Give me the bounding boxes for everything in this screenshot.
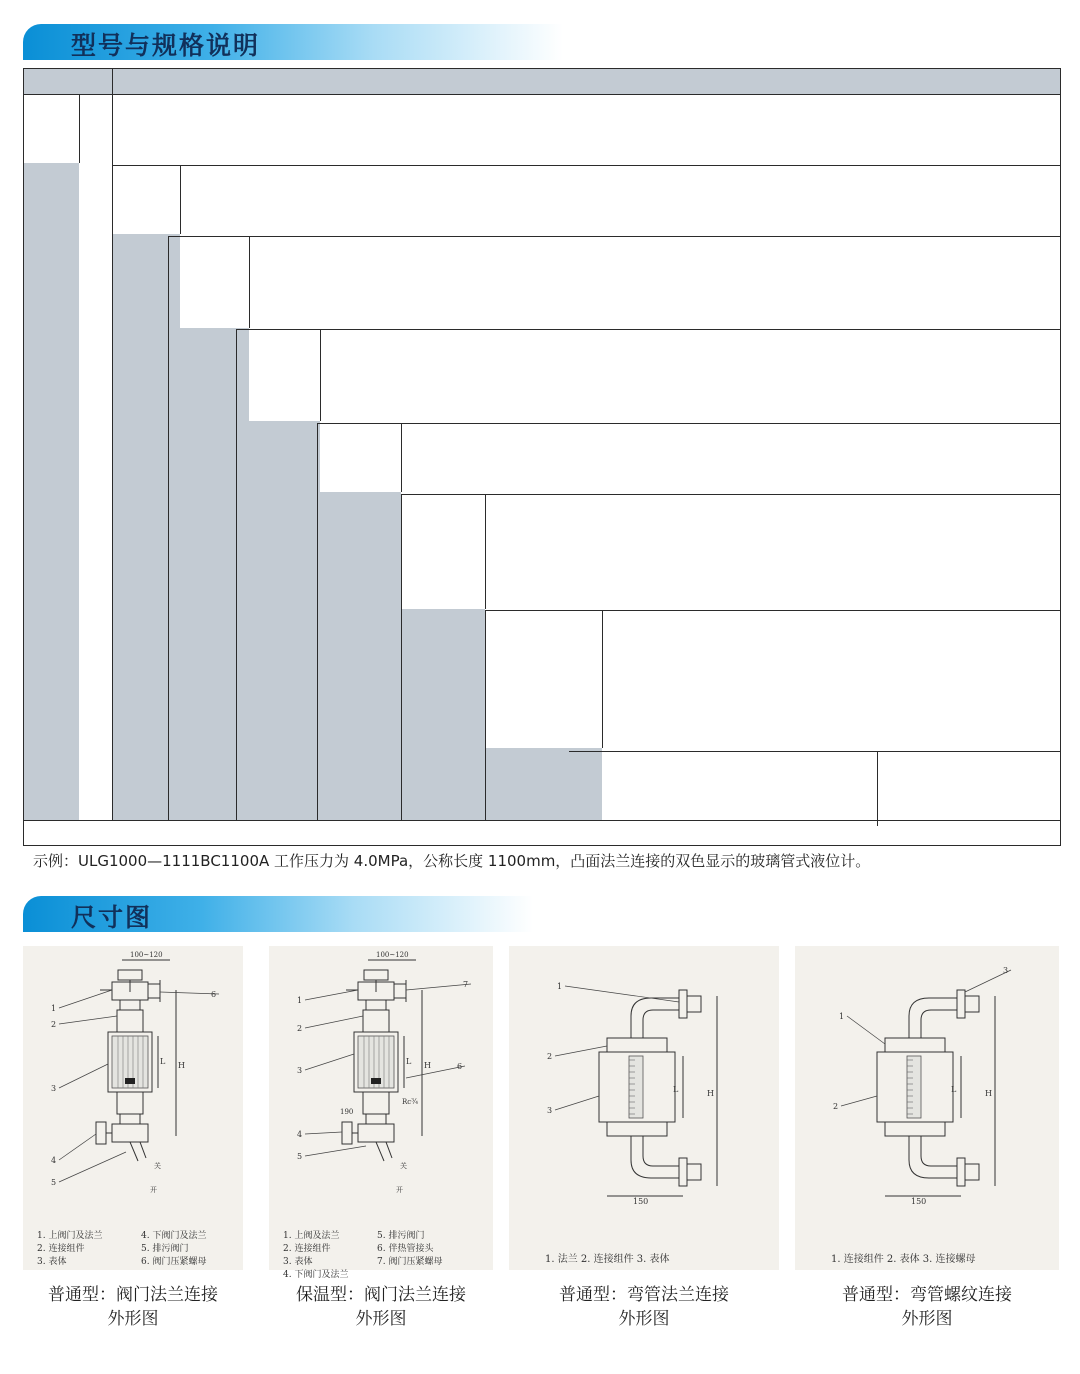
figure-1-legend-4: 3. 表体 xyxy=(37,1257,67,1267)
filler-column-3 xyxy=(236,421,320,820)
figure-2-legend-4: 3. 表体 xyxy=(283,1257,313,1267)
v-rule xyxy=(112,68,113,94)
close-label: 关 xyxy=(400,1162,407,1170)
filler-column-4 xyxy=(317,492,401,820)
part-label-3: 3 xyxy=(1003,966,1009,975)
v-rule xyxy=(602,610,603,748)
valve-gauge-drawing xyxy=(51,951,219,1194)
filler-column-5 xyxy=(401,609,485,820)
dimension-figure-1 xyxy=(23,946,243,1270)
bend-gauge-drawing xyxy=(547,982,717,1206)
v-rule xyxy=(249,236,250,328)
v-rule xyxy=(236,329,237,820)
figure-1-caption-line-2: 外形图 xyxy=(107,1309,159,1329)
figure-2-caption-line-2: 外形图 xyxy=(355,1309,407,1329)
part-label-2: 2 xyxy=(51,1020,57,1029)
part-label-7: 7 xyxy=(463,980,469,989)
valve-gauge-drawing xyxy=(297,951,471,1194)
figure-1-legend-3: 5. 排污阀门 xyxy=(141,1244,189,1254)
figure-1-legend-1: 4. 下阀门及法兰 xyxy=(141,1231,207,1241)
figure-2-legend-0: 1. 上阀及法兰 xyxy=(283,1231,340,1241)
figure-2-legend-2: 2. 连接组件 xyxy=(283,1244,331,1254)
part-label-6: 6 xyxy=(457,1062,463,1071)
dimension-section-title: 尺寸图 xyxy=(71,903,153,932)
v-rule xyxy=(877,751,878,826)
v-rule xyxy=(401,423,402,492)
open-label: 开 xyxy=(396,1186,403,1194)
figure-4-legend: 1. 连接组件 2. 表体 3. 连接螺母 xyxy=(831,1254,976,1265)
v-rule xyxy=(112,94,113,820)
part-label-5: 5 xyxy=(51,1178,57,1187)
filler-column-7 xyxy=(485,751,602,820)
h-rule xyxy=(168,236,1061,237)
part-label-1: 1 xyxy=(839,1012,845,1021)
part-label-2: 2 xyxy=(297,1024,303,1033)
dim-l-label: L xyxy=(406,1057,412,1066)
bend-gauge-drawing xyxy=(833,966,1011,1206)
figure-4-caption xyxy=(785,1283,1069,1331)
figure-2-legend-6: 4. 下阀门及法兰 xyxy=(283,1270,349,1280)
h-rule xyxy=(485,610,1061,611)
figure-2-legend-3: 6. 伴热管接头 xyxy=(377,1244,434,1254)
dim-h-label: H xyxy=(178,1061,185,1070)
part-label-4: 4 xyxy=(51,1156,57,1165)
example-text: 示例：ULG1000—1111BC1100A 工作压力为 4.0MPa，公称长度 1100mm，凸面法兰连接的双色显示的玻璃管式液位计。 xyxy=(33,852,871,870)
spec-section-title: 型号与规格说明 xyxy=(71,31,261,60)
dim-h-label: H xyxy=(985,1089,992,1098)
part-label-2: 2 xyxy=(833,1102,839,1111)
dim-150-label: 150 xyxy=(633,1197,649,1206)
model-spec-table xyxy=(23,68,1061,846)
figure-3-legend: 1. 法兰 2. 连接组件 3. 表体 xyxy=(545,1254,670,1265)
figure-1-caption-line-1: 普通型：阀门法兰连接 xyxy=(48,1285,218,1305)
figure-1-legend-2: 2. 连接组件 xyxy=(37,1244,85,1254)
h-rule xyxy=(23,820,1061,821)
h-rule xyxy=(569,751,1061,752)
part-label-2: 2 xyxy=(547,1052,553,1061)
h-rule xyxy=(23,845,1061,846)
dimension-drawing-3 xyxy=(509,946,779,1270)
v-rule xyxy=(320,329,321,421)
dimension-drawing-4 xyxy=(795,946,1059,1270)
close-label: 关 xyxy=(154,1162,161,1170)
h-rule xyxy=(23,68,1061,69)
dim-h-label: H xyxy=(424,1061,431,1070)
dim-h-label: H xyxy=(707,1089,714,1098)
part-label-1: 1 xyxy=(557,982,563,991)
dimension-drawing-1 xyxy=(23,946,243,1270)
dimension-drawing-2 xyxy=(269,946,493,1270)
figure-2-legend-1: 5. 排污阀门 xyxy=(377,1231,425,1241)
figure-2-legend-5: 7. 阀门压紧螺母 xyxy=(377,1257,443,1267)
dimension-figure-2 xyxy=(269,946,493,1280)
dimension-figure-3 xyxy=(509,946,779,1270)
dim-150-label: 150 xyxy=(911,1197,927,1206)
figure-1-legend-5: 6. 阀门压紧螺母 xyxy=(141,1257,207,1267)
figure-3-caption-line-1: 普通型：弯管法兰连接 xyxy=(559,1285,729,1305)
rc-label: Rc¾ xyxy=(402,1098,418,1106)
h-rule xyxy=(23,94,1061,95)
dim-width-label: 100~120 xyxy=(376,951,409,959)
v-rule xyxy=(485,610,486,820)
open-label: 开 xyxy=(150,1186,157,1194)
figure-2-caption-line-1: 保温型：阀门法兰连接 xyxy=(296,1285,466,1305)
dimension-section-banner xyxy=(23,896,533,932)
v-rule xyxy=(1060,68,1061,846)
part-label-3: 3 xyxy=(51,1084,57,1093)
part-label-4: 4 xyxy=(297,1130,303,1139)
figure-1-legend-0: 1. 上阀门及法兰 xyxy=(37,1231,103,1241)
v-rule xyxy=(180,165,181,234)
v-rule xyxy=(168,236,169,820)
part-label-5: 5 xyxy=(297,1152,303,1161)
filler-column-0 xyxy=(23,163,79,820)
figure-4-caption-line-1: 普通型：弯管螺纹连接 xyxy=(842,1285,1012,1305)
v-rule xyxy=(23,94,24,820)
h-rule xyxy=(401,494,1061,495)
dim-l-label: L xyxy=(951,1085,957,1094)
dim-l-label: L xyxy=(673,1085,679,1094)
v-rule xyxy=(317,423,318,820)
h-rule xyxy=(236,329,1061,330)
dim-190-label: 190 xyxy=(340,1108,354,1116)
spec-section-banner xyxy=(23,24,563,60)
figure-4-caption-line-2: 外形图 xyxy=(901,1309,953,1329)
part-label-1: 1 xyxy=(51,1004,57,1013)
figure-2-caption xyxy=(259,1283,503,1331)
figure-3-caption xyxy=(499,1283,789,1331)
dim-width-label: 100~120 xyxy=(130,951,163,959)
dim-l-label: L xyxy=(160,1057,166,1066)
v-rule xyxy=(79,94,80,163)
dimension-figure-4 xyxy=(795,946,1059,1270)
figure-3-caption-line-2: 外形图 xyxy=(618,1309,670,1329)
part-label-3: 3 xyxy=(547,1106,553,1115)
h-rule xyxy=(112,165,1061,166)
part-label-6: 6 xyxy=(211,990,217,999)
h-rule xyxy=(317,423,1061,424)
header-band xyxy=(23,68,1061,94)
v-rule xyxy=(401,494,402,820)
part-label-3: 3 xyxy=(297,1066,303,1075)
part-label-1: 1 xyxy=(297,996,303,1005)
figure-1-caption xyxy=(13,1283,253,1331)
v-rule xyxy=(485,494,486,609)
